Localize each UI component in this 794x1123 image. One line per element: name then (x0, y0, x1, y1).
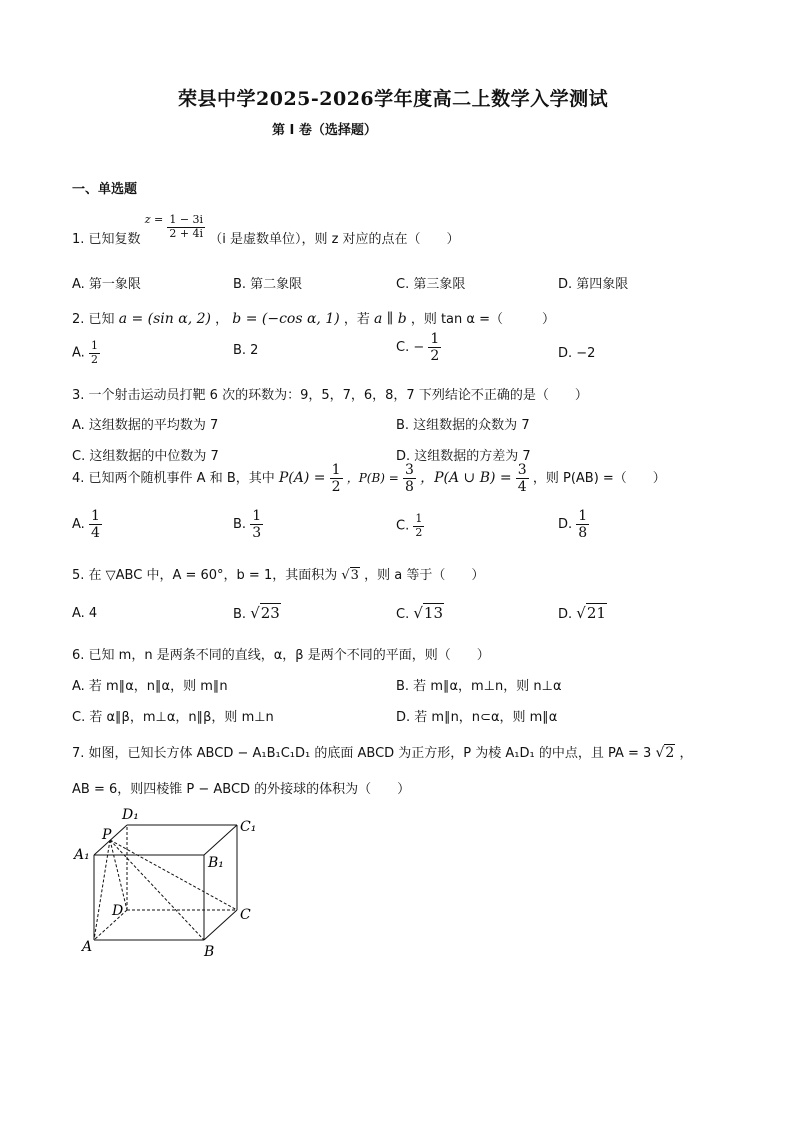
q2-option-c-num: 1 (430, 331, 440, 347)
question-3: 3. 一个射击运动员打靶 6 次的环数为：9，5，7，6，8，7 下列结论不正确的是（ ） (72, 388, 588, 403)
q4-option-a-num: 1 (90, 508, 100, 524)
z-symbol: z = (144, 213, 164, 226)
q4-option-d-fraction (576, 508, 589, 541)
edge-b-c (204, 910, 237, 940)
label-c: C (240, 907, 251, 923)
q1-option-b[interactable]: B. 第二象限 (233, 277, 303, 292)
vector-b: b = (−cos α, 1) (232, 311, 340, 327)
page-subtitle: 第 I 卷（选择题） (272, 123, 377, 138)
q5-option-d-radicand: 21 (586, 604, 606, 622)
question-6: 6. 已知 m，n 是两条不同的直线，α，β 是两个不同的平面，则（ ） (72, 648, 490, 663)
q2-option-a-den: 2 (90, 352, 98, 366)
q4-option-d[interactable] (558, 508, 589, 541)
q2-option-a-label: A. (72, 345, 85, 361)
label-p: P (102, 827, 112, 843)
label-a: A (82, 939, 93, 955)
q2-option-c-den: 2 (430, 348, 440, 365)
question-2 (72, 308, 555, 327)
q4-pab-num: 3 (517, 462, 527, 478)
q4-pab-fraction (516, 462, 529, 495)
q1-option-c[interactable]: C. 第三象限 (396, 277, 466, 292)
q7-pa-radicand: 2 (665, 745, 675, 761)
q2-option-c-sign: − (413, 340, 425, 356)
question-1 (72, 213, 460, 247)
q4-pa: P(A) = (278, 470, 326, 487)
q2-option-c-label: C. (396, 340, 410, 356)
q4-pa-den: 2 (331, 479, 341, 496)
page-title: 荣县中学2025-2026学年度高二上数学入学测试 (178, 88, 609, 110)
q4-pb-num: 3 (405, 462, 414, 478)
q5-option-b-sqrt: √23 (250, 604, 280, 622)
q4-pb: ，P(B) = (346, 471, 399, 486)
edge-p-d (110, 840, 127, 910)
q5-option-a[interactable]: A. 4 (72, 606, 98, 621)
q4-option-d-label: D. (558, 517, 573, 533)
section-heading: 一、单选题 (72, 182, 138, 197)
q1-option-d[interactable]: D. 第四象限 (558, 277, 629, 292)
label-b: B (204, 944, 215, 960)
q3-option-c[interactable]: C. 这组数据的中位数为 7 (72, 449, 219, 464)
cuboid-figure (72, 805, 272, 965)
q5-option-b[interactable] (233, 604, 281, 622)
q4-option-a[interactable] (72, 508, 102, 541)
label-b1: B₁ (208, 855, 224, 871)
label-c1: C₁ (240, 819, 257, 835)
q4-pa-num: 1 (331, 462, 341, 478)
q2-option-b[interactable]: B. 2 (233, 343, 259, 358)
q4-option-c-fraction (413, 513, 424, 539)
q5-option-d-label: D. (558, 607, 573, 622)
question-1-prefix: 1. 已知复数 (72, 232, 141, 247)
q4-option-d-den: 8 (578, 525, 588, 542)
q4-option-c-label: C. (396, 518, 410, 534)
label-a1: A₁ (74, 847, 90, 863)
q5-text-2: ，则 a 等于（ ） (364, 568, 485, 583)
q6-option-b[interactable]: B. 若 m∥α，m⊥n，则 n⊥α (396, 679, 562, 694)
z-fraction (167, 214, 205, 240)
q3-option-a[interactable]: A. 这组数据的平均数为 7 (72, 418, 219, 433)
question-7-line-1 (72, 742, 692, 761)
q7-line-1-a: 7. 如图，已知长方体 ABCD − A₁B₁C₁D₁ 的底面 ABCD 为正方形，P 为棱 A₁D₁ 的中点，且 PA = 3 (72, 746, 652, 761)
question-7-line-2: AB = 6，则四棱锥 P − ABCD 的外接球的体积为（ ） (72, 782, 411, 797)
q5-option-c-label: C. (396, 607, 410, 622)
q4-option-a-den: 4 (90, 525, 100, 542)
q2-option-c-fraction (428, 331, 441, 364)
q4-option-c-den: 2 (415, 525, 423, 539)
q4-option-c[interactable] (396, 513, 424, 539)
q4-option-a-label: A. (72, 517, 85, 533)
q2-option-a-num: 1 (90, 339, 98, 352)
q5-area-sqrt: √3 (341, 568, 359, 583)
q3-option-b[interactable]: B. 这组数据的众数为 7 (396, 418, 530, 433)
q2-option-a[interactable] (72, 340, 100, 366)
q4-option-b[interactable] (233, 508, 263, 541)
q2-text-2: ， (215, 312, 229, 327)
q2-option-d[interactable]: D. −2 (558, 346, 596, 361)
q6-option-a[interactable]: A. 若 m∥α，n∥α，则 m∥n (72, 679, 228, 694)
q7-line-1-b: ， (679, 746, 693, 761)
q4-option-b-num: 1 (252, 508, 262, 524)
edge-p-c (110, 840, 237, 910)
q3-option-d[interactable]: D. 这组数据的方差为 7 (396, 449, 531, 464)
question-4 (72, 462, 666, 495)
q1-option-a[interactable]: A. 第一象限 (72, 277, 141, 292)
q6-option-c[interactable]: C. 若 α∥β，m⊥α，n∥β，则 m⊥n (72, 710, 274, 725)
q4-option-c-num: 1 (415, 512, 423, 525)
q5-option-b-label: B. (233, 607, 247, 622)
vector-a: a = (sin α, 2) (118, 311, 211, 327)
q4-pab: ，P(A ∪ B) = (420, 470, 512, 487)
question-5 (72, 564, 484, 583)
q2-text-4: ，则 tan α =（ ） (410, 312, 555, 327)
q5-option-d[interactable] (558, 604, 607, 622)
q4-text-2: ，则 P(AB) =（ ） (532, 471, 666, 487)
q4-pab-den: 4 (517, 479, 527, 496)
q5-option-d-sqrt: √21 (576, 604, 606, 622)
label-d1: D₁ (122, 807, 139, 823)
label-d: D (112, 903, 124, 919)
parallel-condition: a ∥ b (374, 311, 407, 327)
q4-text-1: 4. 已知两个随机事件 A 和 B，其中 (72, 471, 275, 487)
q2-option-c[interactable] (396, 331, 441, 364)
z-numerator: 1 − 3i (169, 213, 204, 227)
question-1-suffix: （i 是虚数单位），则 z 对应的点在（ ） (209, 232, 460, 247)
q4-option-b-den: 3 (252, 525, 262, 542)
q4-option-a-fraction (89, 508, 102, 541)
z-denominator: 2 + 4i (169, 227, 204, 240)
q5-option-c[interactable] (396, 604, 444, 622)
q4-pb-fraction (403, 462, 416, 495)
q4-option-b-label: B. (233, 517, 247, 533)
q5-text-1: 5. 在 ▽ABC 中，A = 60°，b = 1，其面积为 (72, 568, 338, 583)
q2-text-1: 2. 已知 (72, 312, 115, 327)
q5-option-c-sqrt: √13 (413, 604, 444, 622)
q4-pa-fraction (330, 462, 343, 495)
edge-b1-c1 (204, 825, 237, 855)
q5-option-c-radicand: 13 (423, 604, 444, 622)
q2-option-a-fraction (89, 340, 100, 366)
q2-text-3: ，若 (343, 312, 370, 327)
q5-area-radicand: 3 (350, 568, 359, 583)
q5-option-b-radicand: 23 (260, 604, 280, 622)
q6-option-d[interactable]: D. 若 m∥n，n⊂α，则 m∥α (396, 710, 558, 725)
q4-pb-den: 8 (405, 479, 414, 496)
q4-option-d-num: 1 (578, 508, 588, 524)
q7-pa-sqrt: √2 (655, 745, 675, 761)
q4-option-b-fraction (250, 508, 263, 541)
